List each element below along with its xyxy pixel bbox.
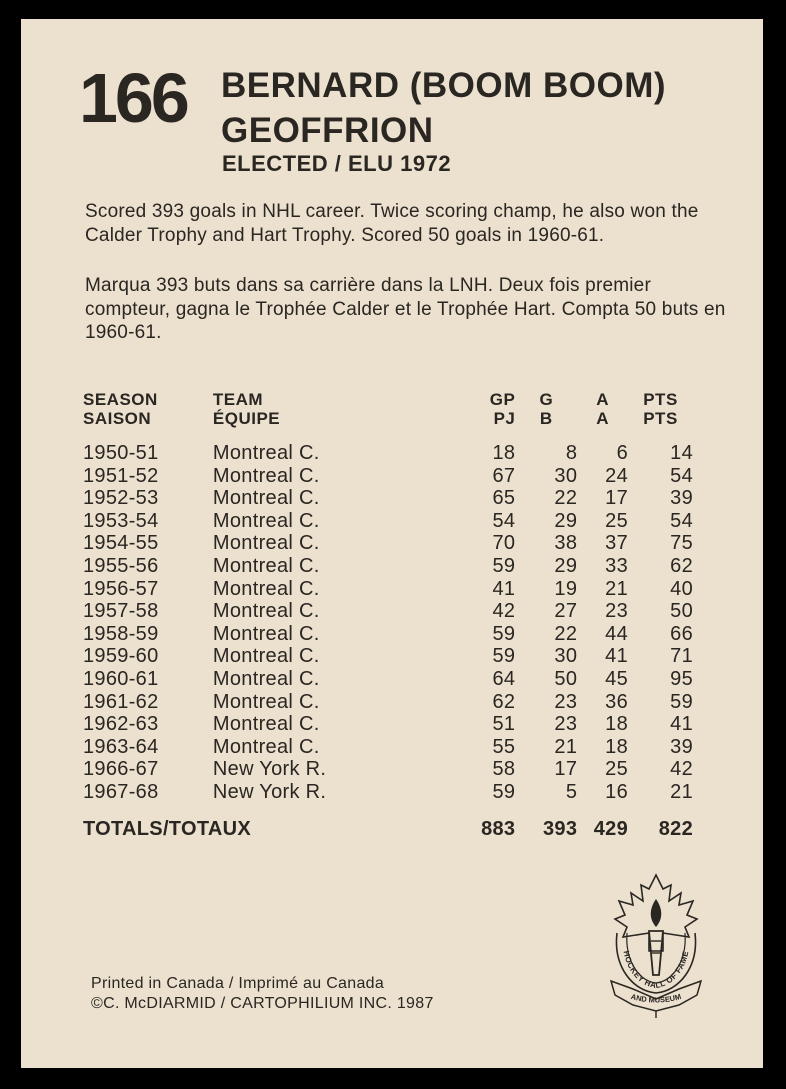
header-g: G xyxy=(539,390,554,409)
cell-g: 30 xyxy=(554,464,578,487)
header-season: SEASON xyxy=(83,390,158,409)
cell-pts: 14 xyxy=(670,442,693,464)
cell-gp: 70 xyxy=(492,532,516,555)
table-row xyxy=(83,691,693,714)
totals-pts: 822 xyxy=(658,817,693,840)
cell-pts: 41 xyxy=(670,713,693,736)
cell-pts: 21 xyxy=(670,780,693,803)
cell-gp: 41 xyxy=(492,577,516,600)
cell-a: 33 xyxy=(605,554,628,577)
header-a: A xyxy=(596,390,610,409)
header-saison: SAISON xyxy=(83,409,152,428)
cell-g: 8 xyxy=(565,442,578,464)
totals-row xyxy=(83,817,693,841)
cell-team: Montreal C. xyxy=(212,554,320,577)
cell-pts: 39 xyxy=(670,735,693,758)
cell-season: 1957-58 xyxy=(83,600,159,623)
table-row xyxy=(83,578,693,601)
spacer xyxy=(83,428,693,442)
hockey-hall-of-fame-logo xyxy=(593,871,719,1019)
cell-gp: 42 xyxy=(492,600,516,623)
header-row-english xyxy=(83,390,693,409)
cell-g: 5 xyxy=(565,780,578,803)
cell-team: Montreal C. xyxy=(212,442,320,464)
cell-season: 1958-59 xyxy=(83,622,159,645)
cell-pts: 62 xyxy=(670,554,693,577)
cell-a: 6 xyxy=(616,442,628,464)
cell-season: 1963-64 xyxy=(83,735,159,758)
cell-gp: 55 xyxy=(492,735,516,758)
table-row xyxy=(83,781,693,804)
cell-team: Montreal C. xyxy=(212,487,320,510)
table-row xyxy=(83,736,693,759)
header-row-french xyxy=(83,409,693,428)
cell-pts: 39 xyxy=(670,487,693,510)
cell-team: Montreal C. xyxy=(212,735,320,758)
cell-gp: 62 xyxy=(492,690,516,713)
trading-card-back xyxy=(21,19,763,1068)
cell-team: Montreal C. xyxy=(212,713,320,736)
header-pts: PTS xyxy=(643,390,678,409)
cell-gp: 18 xyxy=(492,442,516,464)
cell-a: 18 xyxy=(605,713,628,736)
cell-g: 38 xyxy=(554,532,578,555)
cell-a: 25 xyxy=(605,758,628,781)
cell-pts: 50 xyxy=(670,600,693,623)
cell-gp: 59 xyxy=(492,645,516,668)
cell-g: 22 xyxy=(554,487,578,510)
cell-pts: 71 xyxy=(670,645,693,668)
cell-a: 18 xyxy=(605,735,628,758)
cell-pts: 40 xyxy=(670,577,693,600)
cell-season: 1961-62 xyxy=(83,690,159,713)
table-row xyxy=(83,442,693,465)
cell-g: 21 xyxy=(554,735,578,758)
elected-year: ELECTED / ELU 1972 xyxy=(222,151,452,176)
header-pts-fr: PTS xyxy=(643,409,678,428)
cell-team: New York R. xyxy=(212,758,327,781)
totals-gp: 883 xyxy=(481,817,516,840)
cell-season: 1966-67 xyxy=(83,758,159,781)
copyright: ©C. McDIARMID / CARTOPHILIUM INC. 1987 xyxy=(91,995,434,1012)
career-stats-table xyxy=(83,390,693,841)
totals-a: 429 xyxy=(593,817,628,840)
cell-pts: 66 xyxy=(670,622,693,645)
cell-a: 16 xyxy=(605,780,628,803)
cell-g: 50 xyxy=(554,667,578,690)
cell-g: 23 xyxy=(554,713,578,736)
cell-season: 1960-61 xyxy=(83,667,159,690)
cell-season: 1956-57 xyxy=(83,577,159,600)
cell-g: 27 xyxy=(554,600,578,623)
cell-a: 37 xyxy=(605,532,628,555)
header-team: TEAM xyxy=(212,390,264,409)
table-row xyxy=(83,465,693,488)
cell-season: 1962-63 xyxy=(83,713,159,736)
table-row xyxy=(83,487,693,510)
cell-g: 29 xyxy=(554,509,578,532)
totals-label: TOTALS/TOTAUX xyxy=(83,817,251,840)
cell-team: Montreal C. xyxy=(212,622,320,645)
cell-season: 1954-55 xyxy=(83,532,159,555)
header-b: B xyxy=(539,409,553,428)
header-pj: PJ xyxy=(493,409,516,428)
cell-season: 1955-56 xyxy=(83,554,159,577)
cell-g: 29 xyxy=(554,554,578,577)
cell-pts: 54 xyxy=(670,464,693,487)
cell-team: Montreal C. xyxy=(212,464,320,487)
header-a-fr: A xyxy=(596,409,610,428)
cell-season: 1967-68 xyxy=(83,780,159,803)
totals-g: 393 xyxy=(542,817,578,840)
table-row xyxy=(83,668,693,691)
cell-pts: 54 xyxy=(670,509,693,532)
logo-ring-text: HOCKEY HALL OF FAME xyxy=(621,949,691,991)
player-name xyxy=(221,63,666,153)
cell-gp: 54 xyxy=(492,509,516,532)
header-equipe: ÉQUIPE xyxy=(212,409,281,428)
cell-g: 19 xyxy=(554,577,578,600)
table-row xyxy=(83,555,693,578)
cell-gp: 59 xyxy=(492,554,516,577)
cell-gp: 58 xyxy=(492,758,516,781)
table-row xyxy=(83,532,693,555)
cell-g: 17 xyxy=(554,758,578,781)
cell-pts: 42 xyxy=(670,758,693,781)
cell-a: 45 xyxy=(605,667,628,690)
cell-gp: 64 xyxy=(492,667,516,690)
cell-team: New York R. xyxy=(212,780,327,803)
cell-team: Montreal C. xyxy=(212,645,320,668)
cell-a: 23 xyxy=(605,600,628,623)
bio-english: Scored 393 goals in NHL career. Twice scoring champ, he also won the Calder Trophy and Hart Trophy. Scored 50 goals in 1960-61. xyxy=(85,201,699,246)
table-row xyxy=(83,645,693,668)
cell-g: 22 xyxy=(554,622,578,645)
player-name-line1: BERNARD (BOOM BOOM) xyxy=(221,66,667,105)
logo-banner-text: AND MUSEUM xyxy=(629,991,683,1005)
cell-gp: 65 xyxy=(492,487,516,510)
cell-a: 17 xyxy=(605,487,628,510)
cell-a: 21 xyxy=(605,577,628,600)
cell-pts: 95 xyxy=(670,667,693,690)
cell-gp: 59 xyxy=(492,780,516,803)
cell-pts: 59 xyxy=(670,690,693,713)
cell-team: Montreal C. xyxy=(212,667,320,690)
cell-gp: 67 xyxy=(492,464,516,487)
bio-french: Marqua 393 buts dans sa carrière dans la LNH. Deux fois premier compteur, gagna le Trophée Calder et le Trophée Hart. Compta 50 buts en 1960-61. xyxy=(85,275,726,343)
table-row xyxy=(83,510,693,533)
card-number: 166 xyxy=(79,59,187,137)
cell-season: 1953-54 xyxy=(83,509,159,532)
table-row xyxy=(83,713,693,736)
cell-team: Montreal C. xyxy=(212,577,320,600)
table-row xyxy=(83,623,693,646)
table-row xyxy=(83,600,693,623)
cell-team: Montreal C. xyxy=(212,509,320,532)
cell-pts: 75 xyxy=(670,532,693,555)
cell-a: 36 xyxy=(605,690,628,713)
cell-a: 24 xyxy=(605,464,628,487)
spacer xyxy=(83,804,693,817)
cell-season: 1950-51 xyxy=(83,442,159,464)
cell-a: 25 xyxy=(605,509,628,532)
header-gp: GP xyxy=(489,390,516,409)
cell-gp: 51 xyxy=(492,713,516,736)
printed-in: Printed in Canada / Imprimé au Canada xyxy=(91,975,385,992)
cell-team: Montreal C. xyxy=(212,532,320,555)
cell-season: 1951-52 xyxy=(83,464,159,487)
cell-a: 44 xyxy=(605,622,628,645)
table-row xyxy=(83,758,693,781)
cell-g: 30 xyxy=(554,645,578,668)
cell-team: Montreal C. xyxy=(212,690,320,713)
cell-season: 1952-53 xyxy=(83,487,159,510)
footer xyxy=(91,974,434,1014)
cell-team: Montreal C. xyxy=(212,600,320,623)
cell-gp: 59 xyxy=(492,622,516,645)
cell-a: 41 xyxy=(605,645,628,668)
cell-season: 1959-60 xyxy=(83,645,159,668)
cell-g: 23 xyxy=(554,690,578,713)
player-name-line2: GEOFFRION xyxy=(221,111,434,150)
